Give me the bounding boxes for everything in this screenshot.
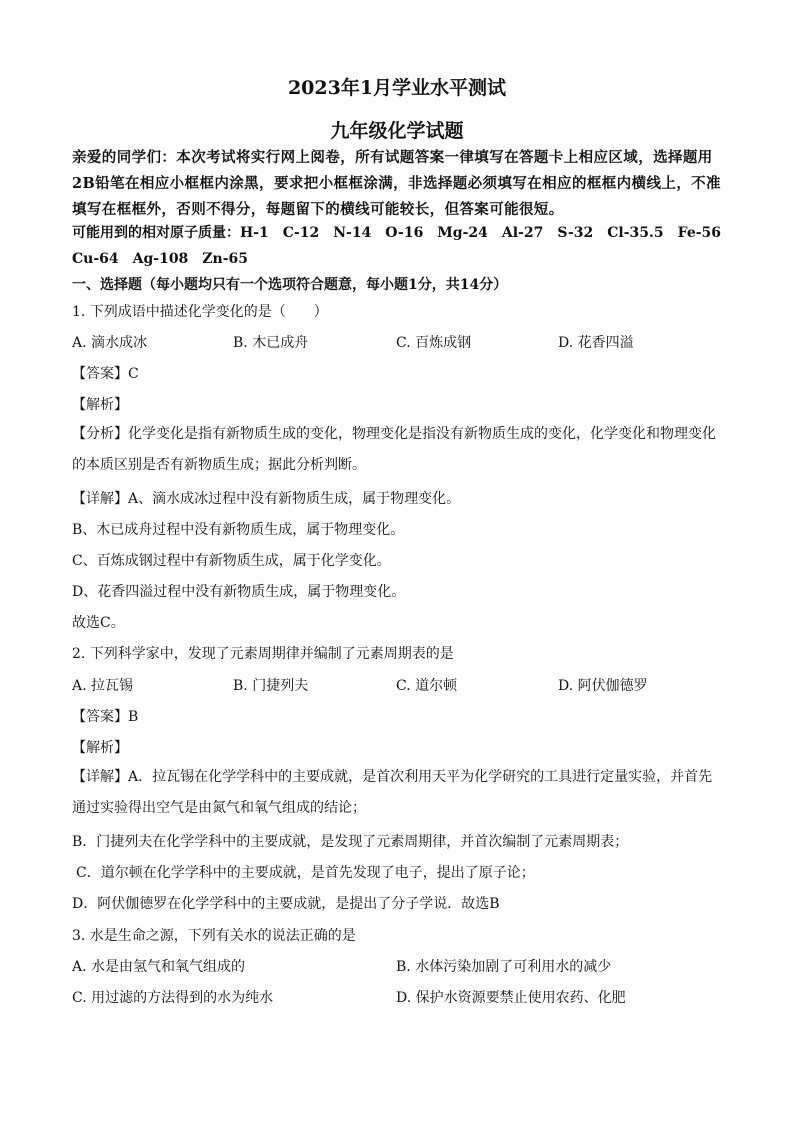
atomic-masses-line2: Cu-64 Ag-108 Zn-65 xyxy=(72,251,248,267)
q1-option-a: A. 滴水成冰 xyxy=(72,335,148,351)
q2-option-c: C. 道尔顿 xyxy=(396,678,458,694)
exam-notice: 亲爱的同学们：本次考试将实行网上阅卷，所有试题答案一律填写在答题卡上相应区域，选择题用2B铅笔在相应小框框内涂黑，要求把小框框涂满，非选择题必须填写在相应的框框内横线上，不准填写在框框外，否则不得分，每题留下的横线可能较长，但答案可能很短。 xyxy=(72,149,721,218)
q1-detail-4: D、花香四溢过程中没有新物质生成，属于物理变化。 xyxy=(72,584,406,600)
q2-detail-c: C．道尔顿在化学学科中的主要成就，是首先发现了电子，提出了原子论； xyxy=(76,865,535,881)
q2-answer: 【答案】B xyxy=(72,709,139,725)
section-heading: 一、选择题（每小题均只有一个选项符合题意，每小题1分，共14分） xyxy=(72,277,508,293)
q2-analysis-label: 【解析】 xyxy=(72,740,128,756)
q2-detail-a: 【详解】A．拉瓦锡在化学学科中的主要成就，是首次利用天平为化学研究的工具进行定量实验，并首先通过实验得出空气是由氮气和氧气组成的结论； xyxy=(72,769,713,816)
q3-option-c: C. 用过滤的方法得到的水为纯水 xyxy=(72,990,274,1006)
q2-option-a: A. 拉瓦锡 xyxy=(72,678,134,694)
q1-option-c: C. 百炼成钢 xyxy=(396,335,472,351)
q1-detail-2: B、木已成舟过程中没有新物质生成，属于物理变化。 xyxy=(72,522,405,538)
q1-option-b: B. 木已成舟 xyxy=(233,335,309,351)
q1-analysis-text: 【分析】化学变化是指有新物质生成的变化，物理变化是指没有新物质生成的变化，化学变化和物理变化的本质区别是否有新物质生成；据此分析判断。 xyxy=(72,426,716,473)
atomic-masses-line1: 可能用到的相对原子质量：H-1 C-12 N-14 O-16 Mg-24 Al-27 S-32 Cl-35.5 Fe-56 xyxy=(72,225,722,241)
q3-option-b: B. 水体污染加剧了可利用水的减少 xyxy=(396,959,612,975)
q2-detail-b: B．门捷列夫在化学学科中的主要成就，是发现了元素周期律，并首次编制了元素周期表； xyxy=(72,834,629,850)
q1-detail-3: C、百炼成钢过程中有新物质生成，属于化学变化。 xyxy=(72,553,391,569)
q3-option-a: A. 水是由氢气和氧气组成的 xyxy=(72,959,246,975)
q1-option-d: D. 花香四溢 xyxy=(558,335,634,351)
q1-conclusion: 故选C。 xyxy=(72,615,125,631)
q1-answer: 【答案】C xyxy=(72,366,139,382)
q1-analysis-label: 【解析】 xyxy=(72,397,128,413)
question-3-stem: 3. 水是生命之源，下列有关水的说法正确的是 xyxy=(72,928,356,944)
q2-detail-d: D．阿伏伽德罗在化学学科中的主要成就，是提出了分子学说．故选B xyxy=(72,896,500,912)
q2-option-d: D. 阿伏伽德罗 xyxy=(558,678,648,694)
question-2-stem: 2. 下列科学家中，发现了元素周期律并编制了元素周期表的是 xyxy=(72,646,454,662)
exam-subtitle: 九年级化学试题 xyxy=(330,120,464,142)
q1-detail-1: 【详解】A、滴水成冰过程中没有新物质生成，属于物理变化。 xyxy=(72,491,461,507)
question-1-stem: 1. 下列成语中描述化学变化的是（ ） xyxy=(72,304,328,320)
q2-option-b: B. 门捷列夫 xyxy=(233,678,309,694)
exam-title: 2023年1月学业水平测试 xyxy=(287,77,507,99)
q3-option-d: D. 保护水资源要禁止使用农药、化肥 xyxy=(396,990,626,1006)
